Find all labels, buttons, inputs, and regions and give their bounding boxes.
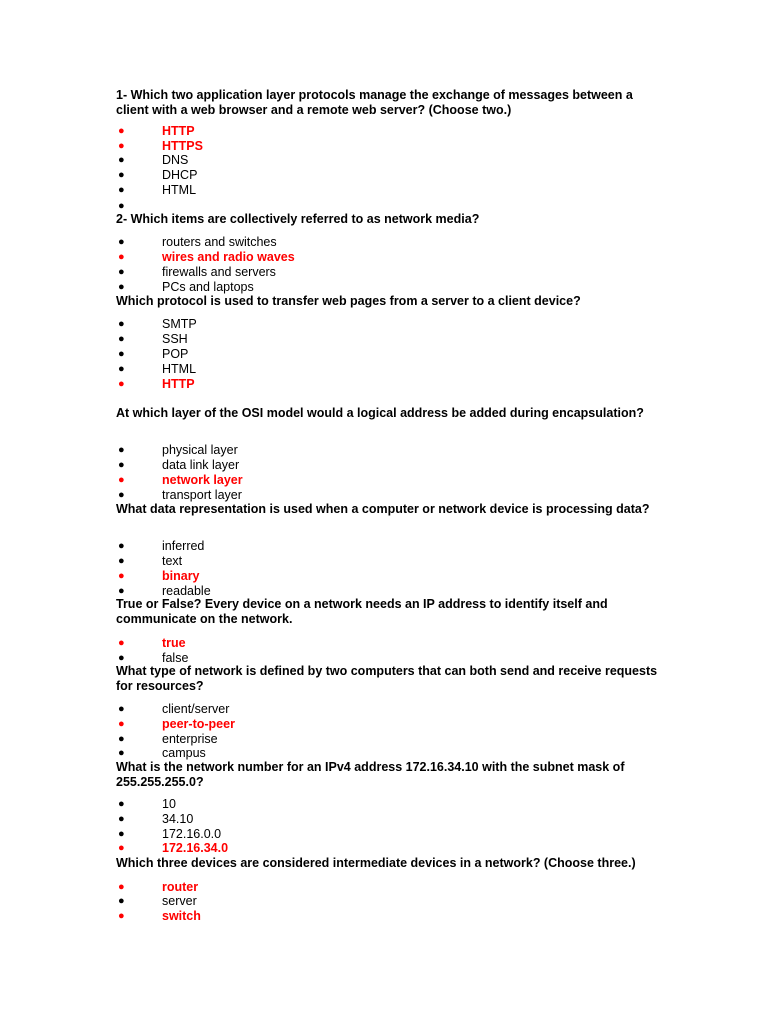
bullet-icon: ● [118,318,125,330]
question-8: What is the network number for an IPv4 address 172.16.34.10 with the subnet mask of 255.255.255.0? [116,760,625,789]
question-7: What type of network is defined by two computers that can both send and receive requests for resources? [116,664,658,693]
bullet-icon: ● [118,348,125,360]
bullet-icon: ● [118,474,125,486]
bullet-icon: ● [118,895,125,907]
bullet-icon: ● [118,459,125,471]
bullet-icon: ● [118,251,125,263]
bullet-icon: ● [118,798,125,810]
bullet-icon: ● [118,652,125,664]
bullet-icon: ● [118,637,125,649]
question-4: At which layer of the OSI model would a logical address be added during encapsulation? [116,406,644,420]
bullet-icon: ● [118,140,125,152]
bullet-icon: ● [118,266,125,278]
bullet-icon: ● [118,125,125,137]
bullet-icon: ● [118,281,125,293]
bullet-icon: ● [118,540,125,552]
question-5: What data representation is used when a computer or network device is processing data? [116,502,650,516]
bullet-icon: ● [118,200,125,212]
question-1: 1- Which two application layer protocols manage the exchange of messages between a client with a web browser and a remote web server? (Choose two.) [116,88,633,117]
bullet-icon: ● [118,169,125,181]
bullet-icon: ● [118,747,125,759]
bullet-icon: ● [118,444,125,456]
question-9: Which three devices are considered intermediate devices in a network? (Choose three.) [116,856,636,870]
bullet-icon: ● [118,813,125,825]
bullet-icon: ● [118,585,125,597]
bullet-icon: ● [118,555,125,567]
bullet-icon: ● [118,881,125,893]
bullet-icon: ● [118,570,125,582]
question-6: True or False? Every device on a network needs an IP address to identify itself and communicate on the network. [116,597,608,626]
bullet-icon: ● [118,154,125,166]
bullet-icon: ● [118,378,125,390]
bullet-icon: ● [118,718,125,730]
bullet-icon: ● [118,184,125,196]
bullet-icon: ● [118,910,125,922]
bullet-icon: ● [118,236,125,248]
bullet-icon: ● [118,703,125,715]
bullet-icon: ● [118,489,125,501]
bullet-icon: ● [118,333,125,345]
question-3: Which protocol is used to transfer web pages from a server to a client device? [116,294,581,308]
bullet-icon: ● [118,733,125,745]
bullet-icon: ● [118,828,125,840]
bullet-icon: ● [118,842,125,854]
document-page: 1- Which two application layer protocols manage the exchange of messages between a client with a web browser and a remote web server? (Choose two.) ● HTTP ● HTTPS ● DNS ● DHCP ● HTML ● 2- Which items are collectively referred to as network media? ● routers and switches ● wires and radio waves ● firewalls and servers ● PCs and laptops Which protocol is used to transfer web pages from a server to a client device? ● SMTP ● SSH ● POP ● HTML ● HTTP At which layer of the OSI model would a logical address be added during encapsulation? ● physical layer ● data link layer ● network layer ● transport layer What data representation is used when a computer or network device is processing data? ● inferred ● text ● binary ● readable True or False? Every device on a network needs an IP address to identify itself and communicate on the network. ● true ● false What type of network is defined by two computers that can both send and receive requests for resources? ● client/server ● peer-to-peer ● enterprise ● campus What is the network number for an IPv4 address 172.16.34.10 with the subnet mask of 255.255.255.0? ● 10 ● 34.10 ● 172.16.0.0 ● 172.16.34.0 Which three devices are considered intermediate devices in a network? (Choose three.) ● router ● server ● switch [0,0,768,1024]
question-2: 2- Which items are collectively referred to as network media? [116,212,480,226]
bullet-icon: ● [118,363,125,375]
